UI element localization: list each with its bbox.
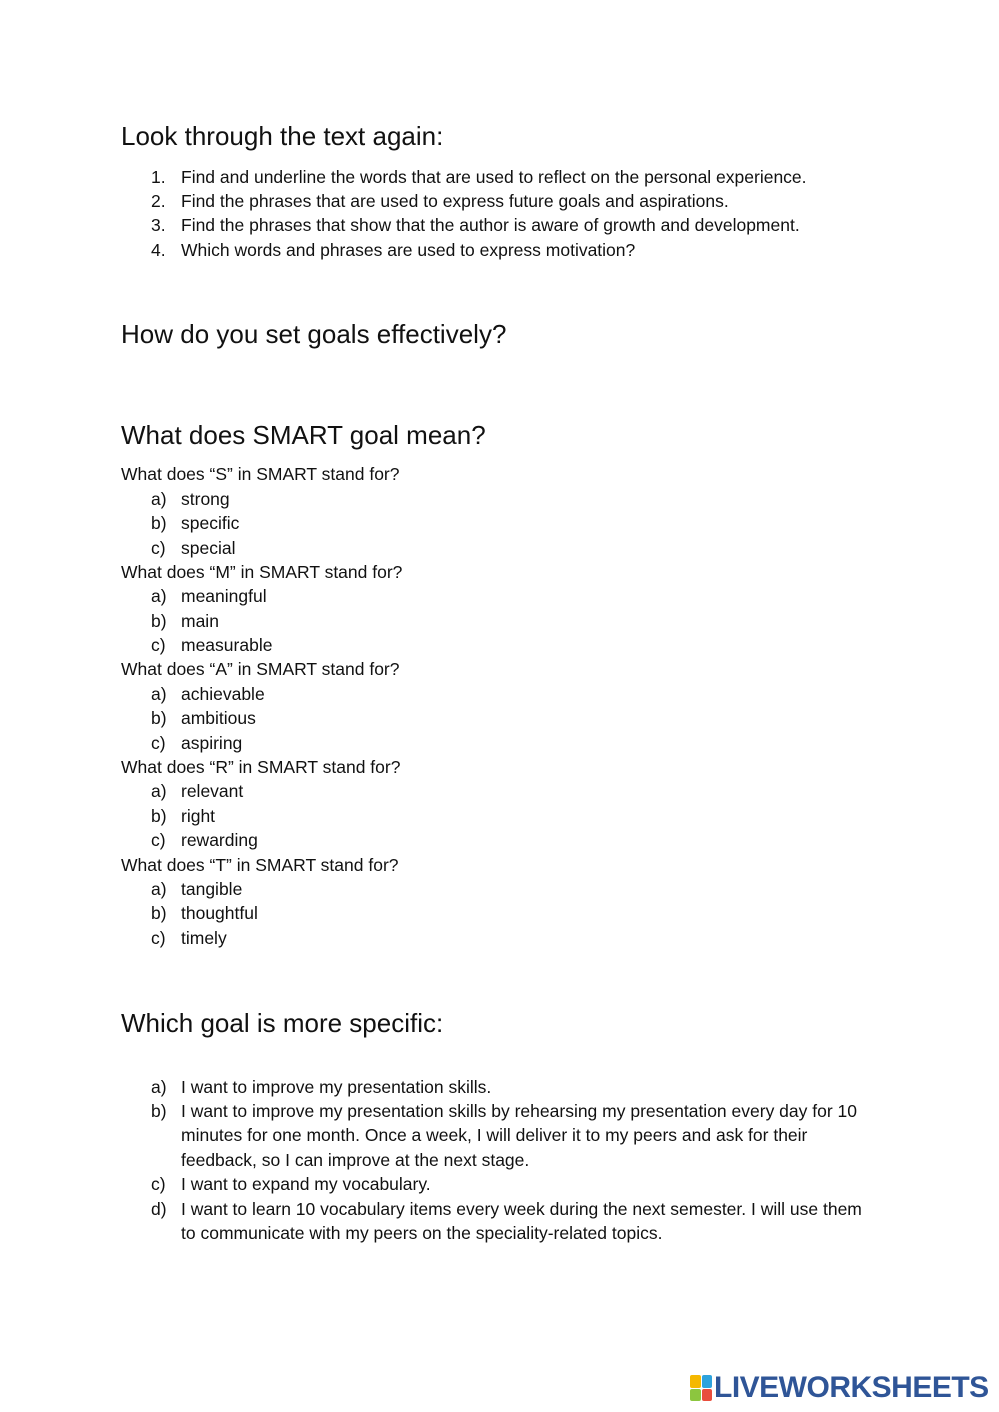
option-marker: c) xyxy=(151,1174,166,1194)
list-item: Find and underline the words that are used to reflect on the personal experience. xyxy=(181,167,807,187)
list-item: Find the phrases that are used to express future goals and aspirations. xyxy=(181,191,729,211)
logo-text: LIVEWORKSHEETS xyxy=(714,1371,989,1404)
heading-look-through: Look through the text again: xyxy=(121,121,444,151)
option-marker: b) xyxy=(151,903,167,923)
list-number: 3. xyxy=(151,215,166,235)
question-text: What does “M” in SMART stand for? xyxy=(121,562,403,582)
list-item: Find the phrases that show that the author is aware of growth and development. xyxy=(181,215,800,235)
option-text[interactable]: achievable xyxy=(181,684,265,704)
option-marker: d) xyxy=(151,1199,167,1219)
option-text[interactable]: aspiring xyxy=(181,733,243,753)
option-marker: c) xyxy=(151,538,166,558)
liveworksheets-logo xyxy=(690,1372,989,1404)
option-text[interactable]: specific xyxy=(181,513,240,533)
option-text[interactable]: timely xyxy=(181,928,227,948)
option-marker: b) xyxy=(151,1101,167,1121)
option-marker: b) xyxy=(151,806,167,826)
option-marker: a) xyxy=(151,489,167,509)
option-text[interactable]: thoughtful xyxy=(181,903,258,923)
option-text[interactable]: meaningful xyxy=(181,586,267,606)
option-text[interactable]: I want to expand my vocabulary. xyxy=(181,1174,431,1194)
option-text[interactable]: special xyxy=(181,538,236,558)
option-text[interactable]: main xyxy=(181,611,219,631)
option-marker: b) xyxy=(151,611,167,631)
option-marker: b) xyxy=(151,513,167,533)
logo-block xyxy=(690,1389,701,1402)
question-text: What does “T” in SMART stand for? xyxy=(121,855,399,875)
option-text[interactable]: I want to learn 10 vocabulary items every week during the next semester. I will use them to communicate with my peers on the speciality-related topics. xyxy=(181,1199,862,1244)
list-number: 4. xyxy=(151,240,166,260)
option-text[interactable]: tangible xyxy=(181,879,243,899)
question-text: What does “R” in SMART stand for? xyxy=(121,757,401,777)
option-text[interactable]: strong xyxy=(181,489,230,509)
option-text[interactable]: relevant xyxy=(181,781,244,801)
option-marker: c) xyxy=(151,830,166,850)
logo-block xyxy=(702,1375,713,1388)
option-text[interactable]: rewarding xyxy=(181,830,258,850)
logo-block xyxy=(702,1389,713,1402)
option-marker: c) xyxy=(151,635,166,655)
option-text[interactable]: measurable xyxy=(181,635,273,655)
logo-block xyxy=(690,1375,701,1388)
option-text[interactable]: right xyxy=(181,806,216,826)
list-number: 2. xyxy=(151,191,166,211)
option-marker: a) xyxy=(151,684,167,704)
option-marker: a) xyxy=(151,586,167,606)
option-marker: b) xyxy=(151,708,167,728)
option-marker: a) xyxy=(151,1077,167,1097)
option-marker: c) xyxy=(151,928,166,948)
option-marker: c) xyxy=(151,733,166,753)
option-marker: a) xyxy=(151,781,167,801)
question-text: What does “A” in SMART stand for? xyxy=(121,659,400,679)
heading-specific: Which goal is more specific: xyxy=(121,1008,444,1038)
option-text[interactable]: I want to improve my presentation skills by rehearsing my presentation every day for 10 minutes for one month. Once a week, I will deliver it to my peers and ask for their feedback, so I can improve at the next stage. xyxy=(181,1101,858,1170)
option-text[interactable]: ambitious xyxy=(181,708,256,728)
list-item: Which words and phrases are used to express motivation? xyxy=(181,240,636,260)
question-text: What does “S” in SMART stand for? xyxy=(121,464,400,484)
heading-set-goals: How do you set goals effectively? xyxy=(121,319,507,349)
liveworksheets-blocks-icon xyxy=(690,1375,712,1401)
option-text[interactable]: I want to improve my presentation skills. xyxy=(181,1077,492,1097)
heading-smart: What does SMART goal mean? xyxy=(121,420,486,450)
list-number: 1. xyxy=(151,167,166,187)
option-marker: a) xyxy=(151,879,167,899)
